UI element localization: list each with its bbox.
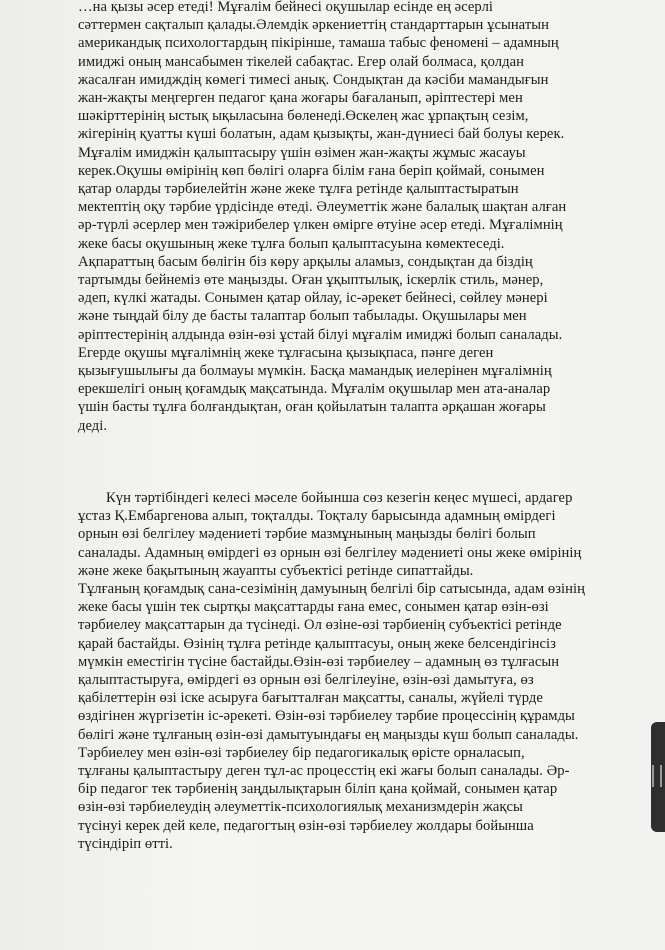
text-line: жігерінің қуатты күші болатын, адам қызықты, жан-дүниесі бай болуы керек. bbox=[78, 126, 565, 143]
text-line: Тұлғаның қоғамдық сана-сезімінің дамуының белгілі бір сатысында, адам өзінің bbox=[78, 581, 585, 598]
text-line: деді. bbox=[78, 417, 108, 434]
text-line: және жеке бақытының жауапты субъектісі ретінде сипаттайды. bbox=[78, 562, 474, 579]
text-line: қызығушылығы да болмауы мүмкін. Басқа мамандық иелерінен мұғалімнің bbox=[78, 363, 552, 380]
text-line: мүмкін еместігін түсіне бастайды.Өзін-өзі тәрбиелеу – адамның өз тұлғасын bbox=[78, 653, 560, 670]
text-line: жасалған имидждің көмегі тимесі анық. Сондықтан да кәсіби мамандығын bbox=[78, 71, 549, 88]
text-line: Ақпараттың басым бөлігін біз көру арқылы аламыз, сондықтан да біздің bbox=[78, 253, 533, 270]
text-line: қабілеттерін өзі іске асыруға бағытталған мақсатты, саналы, жүйелі түрде bbox=[78, 690, 543, 707]
text-line: бір педагог тек тәрбиенің заңдылықтарын біліп қана қоймай, сонымен қатар bbox=[78, 781, 558, 798]
text-line: шәкірттерінің ыстық ықыласына бөленеді.Өскелең жас ұрпақтың сезім, bbox=[78, 108, 529, 125]
text-line: өздігінен жүргізетін іс-әрекеті. Өзін-өзі тәрбиелеу тәрбие процессінің құрамды bbox=[78, 708, 575, 725]
text-line: тұлғаны қалыптастыру деген тұл-ас процесстің екі жағы болып саналады. Әр- bbox=[78, 763, 570, 780]
text-line: ұстаз Қ.Ембаргенова алып, тоқталды. Тоқталу барысында адамның өмірдегі bbox=[78, 508, 556, 525]
paragraph-self-education bbox=[78, 489, 640, 853]
grip-icon bbox=[652, 765, 662, 787]
text-line: сәттермен сақталып қалады.Әлемдік әркениеттің стандарттарын ұсынатын bbox=[78, 17, 549, 34]
text-line: Тәрбиелеу мен өзін-өзі тәрбиелеу бір педагогикалық өрісте орналасып, bbox=[78, 744, 525, 761]
text-line: Мұғалім имиджін қалыптасыру үшін өзімен жан-жақты жұмыс жасауы bbox=[78, 144, 526, 161]
text-line: үшін басты тұлға болғандықтан, оған қойылатын талапта әрқашан жоғары bbox=[78, 399, 546, 416]
text-line: қатар оларды тәрбиелейтін және жеке тұлға ретінде қалыптастыратын bbox=[78, 181, 519, 198]
text-line: жан-жақты меңгерген педагог қана жоғары бағаланып, әріптестері мен bbox=[78, 90, 523, 107]
text-line: саналады. Адамның өмірдегі өз орнын өзі белгілеу мәдениеті оны жеке өмірінің bbox=[78, 544, 582, 561]
text-line: …на қызы әсер етеді! Мұғалім бейнесі оқушылар есінде ең әсерлі bbox=[78, 0, 494, 15]
paragraph-teacher-image bbox=[78, 0, 640, 435]
text-line: қарай бастайды. Өзінің тұлға ретінде қалыптасуы, оның жеке белсендігінсіз bbox=[78, 635, 556, 652]
text-line: бөлігі және тұлғаның өзін-өзі дамытуындағы ең маңызды күш болып саналады. bbox=[78, 726, 579, 743]
text-line: өзін-өзі тәрбиелеудің әлеуметтік-психологиялық механизмдерін жақсы bbox=[78, 799, 523, 816]
text-line: жеке басы үшін тек сыртқы мақсаттарды ғана емес, сонымен қатар өзін-өзі bbox=[78, 599, 549, 616]
text-line: жеке басы оқушының жеке тұлға болып қалыптасуына көмектеседі. bbox=[78, 235, 505, 252]
text-line: түсіндіріп өтті. bbox=[78, 835, 173, 852]
text-line: американдық психологтардың пікірінше, тамаша табыс феномені – адамның bbox=[78, 35, 559, 52]
text-line: әр-түрлі әсерлер мен тәжірибелер үлкен өмірге өтуіне әсер етеді. Мұғалімнің bbox=[78, 217, 563, 234]
text-line: әріптестерінің алдында өзін-өзі ұстай білуі мұғалім имиджі болып саналады. bbox=[78, 326, 563, 343]
text-line: және тыңдай білу де басты талаптар болып табылады. Оқушылары мен bbox=[78, 308, 527, 325]
text-line: мектептің оқу тәрбие үрдісінде өтеді. Әлеуметтік және балалық шақтан алған bbox=[78, 199, 567, 216]
text-line: Егерде оқушы мұғалімнің жеке тұлғасына қызықпаса, пәнге деген bbox=[78, 344, 494, 361]
text-line: әдеп, күлкі жатады. Сонымен қатар ойлау, іс-әрекет бейнесі, сөйлеу мәнері bbox=[78, 290, 548, 307]
text-line: тартымды бейнеміз өте маңызды. Оған ұқыптылық, іскерлік стиль, мәнер, bbox=[78, 272, 544, 289]
text-line: түсінуі керек дей келе, педагогтың өзін-өзі тәрбиелеу жолдары бойынша bbox=[78, 817, 534, 834]
text-line: қалыптастыруға, өмірдегі өз орнын өзі белгілеуіне, өзін-өзі дамытуға, өз bbox=[78, 672, 534, 689]
text-line: ерекшелігі оның қоғамдық мақсатында. Мұғалім оқушылар мен ата-аналар bbox=[78, 381, 551, 398]
text-line: тәрбиелеу мақсаттарын да түсінеді. Ол өзіне-өзі тәрбиенің субъектісі ретінде bbox=[78, 617, 562, 634]
text-line: Күн тәртібіндегі келесі мәселе бойынша сөз кезегін кеңес мүшесі, ардагер bbox=[106, 490, 573, 506]
text-line: орнын өзі белгілеу мәдениеті тәрбие мазмұнының маңызды бөлігі болып bbox=[78, 526, 536, 543]
text-line: керек.Оқушы өмірінің көп бөлігі оларға білім ғана беріп қоймай, сонымен bbox=[78, 162, 545, 179]
text-line: имиджі оның мансабымен тікелей сабақтас. Егер олай болмаса, қолдан bbox=[78, 53, 524, 70]
